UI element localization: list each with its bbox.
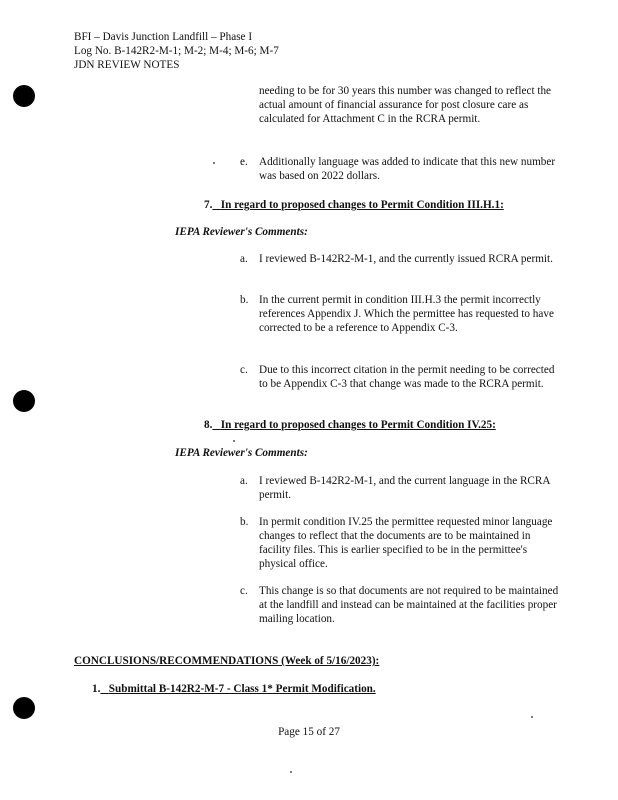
section-title: In regard to proposed changes to Permit Condition IV.25:: [220, 419, 496, 431]
section-number: 1.: [92, 683, 101, 695]
document-header: [74, 30, 279, 72]
scan-speck: [233, 440, 235, 442]
list-marker: a.: [240, 253, 248, 265]
section-number: 8.: [204, 419, 213, 431]
scan-speck: [290, 771, 292, 773]
list-text: Additionally language was added to indicate that this new number was based on 2022 dollars.: [259, 156, 556, 182]
conclusions-heading: CONCLUSIONS/RECOMMENDATIONS (Week of 5/16/2023):: [74, 655, 380, 667]
list-text: I reviewed B-142R2-M-1, and the currently issued RCRA permit.: [259, 253, 553, 265]
list-text: Due to this incorrect citation in the permit needing to be corrected to be Appendix C-3 that change was made to the RCRA permit.: [259, 364, 555, 390]
section-title: In regard to proposed changes to Permit Condition III.H.1:: [220, 199, 504, 211]
reviewer-comments-label: IEPA Reviewer's Comments:: [175, 447, 308, 459]
list-marker: a.: [240, 475, 248, 487]
list-text: In the current permit in condition III.H.3 the permit incorrectly references Appendix J. Which the permittee has requested to have corrected to be a reference to Appendix C-3.: [259, 294, 554, 334]
header-line-3: JDN REVIEW NOTES: [74, 59, 180, 71]
section-title: Submittal B-142R2-M-7 - Class 1* Permit Modification.: [108, 683, 376, 695]
list-text: This change is so that documents are not required to be maintained at the landfill and instead can be maintained at the facilities proper mailing location.: [259, 585, 559, 625]
binder-hole-bottom: [13, 697, 35, 719]
section-8-heading: [204, 418, 496, 432]
section-7-heading: [204, 198, 504, 212]
reviewer-comments-label: IEPA Reviewer's Comments:: [175, 226, 308, 238]
binder-hole-middle: [13, 390, 35, 412]
list-marker: c.: [240, 364, 248, 376]
binder-hole-top: [13, 85, 35, 107]
list-text: I reviewed B-142R2-M-1, and the current language in the RCRA permit.: [259, 475, 550, 501]
header-line-1: BFI – Davis Junction Landfill – Phase I: [74, 31, 253, 43]
list-marker: b.: [240, 294, 249, 306]
list-marker: c.: [240, 585, 248, 597]
list-marker: b.: [240, 516, 249, 528]
list-marker: e.: [240, 156, 248, 168]
page-number: Page 15 of 27: [278, 726, 340, 738]
list-text: In permit condition IV.25 the permittee requested minor language changes to reflect that the documents are to be maintained in facility files. This is earlier specified to be in the permittee's physical office.: [259, 516, 553, 570]
header-line-2: Log No. B-142R2-M-1; M-2; M-4; M-6; M-7: [74, 45, 279, 57]
scan-speck: [213, 162, 215, 164]
submittal-heading: [92, 682, 376, 696]
section-number: 7.: [204, 199, 213, 211]
scan-speck: [531, 716, 533, 718]
continuation-paragraph: needing to be for 30 years this number was changed to reflect the actual amount of financial assurance for post closure care as calculated for Attachment C in the RCRA permit.: [259, 85, 552, 125]
